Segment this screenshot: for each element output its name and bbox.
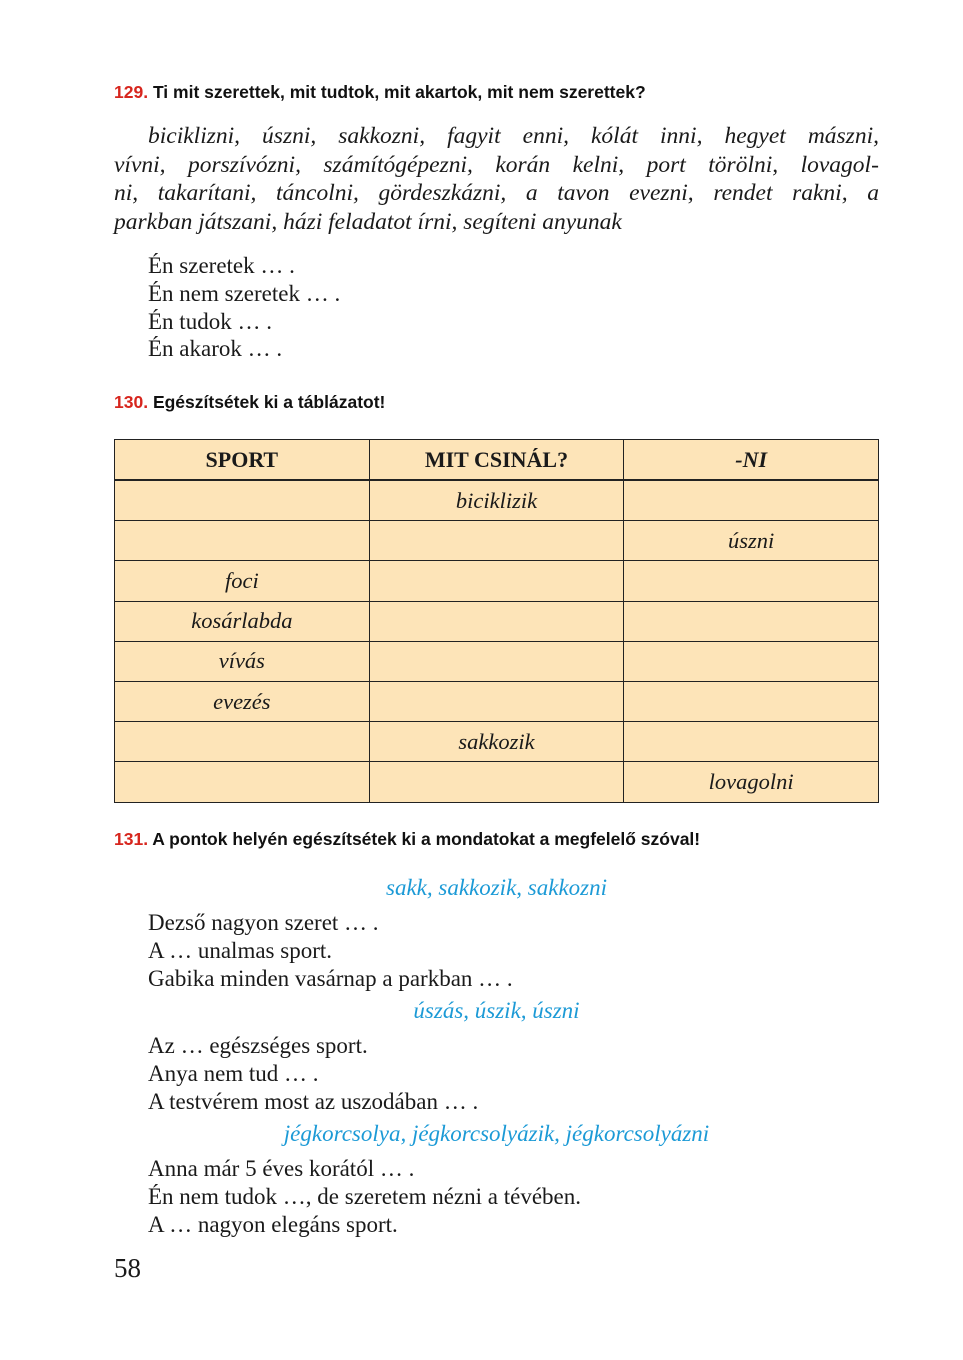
word: számítógépezni, [323, 151, 473, 178]
table-cell[interactable] [624, 641, 879, 681]
table-cell[interactable]: evezés [115, 681, 370, 721]
exercise-number: 129. [114, 82, 149, 102]
table-cell[interactable] [369, 681, 624, 721]
exercise-130-heading [114, 392, 385, 413]
table-cell[interactable] [115, 762, 370, 802]
word: törölni, [708, 151, 779, 178]
sentence: Gabika minden vasárnap a parkban … . [148, 965, 513, 991]
word-list [114, 122, 879, 236]
word: a [867, 180, 879, 206]
word-line [114, 179, 879, 208]
sentence: A testvérem most az uszodában … . [148, 1088, 479, 1114]
table-cell[interactable] [624, 681, 879, 721]
word-line [114, 122, 879, 151]
sentence: Az … egészséges sport. [148, 1033, 368, 1058]
word-line [114, 151, 879, 180]
table-cell[interactable] [369, 762, 624, 802]
table-cell[interactable]: sakkozik [369, 722, 624, 762]
table-row [115, 681, 879, 721]
exercise-number: 130. [114, 392, 149, 412]
word: lovagol- [800, 151, 879, 178]
word: sakkozni, [338, 123, 426, 149]
word: ni, [114, 180, 139, 206]
word: korán [495, 151, 551, 178]
sentence-list [148, 909, 513, 992]
table-cell[interactable]: úszni [624, 521, 879, 561]
sentence: Én nem szeretek … . [148, 280, 341, 306]
sentence: A … unalmas sport. [148, 937, 332, 963]
sentence-list [148, 1155, 581, 1238]
word: enni, [522, 123, 569, 149]
word: port [646, 151, 686, 178]
word: evezni, [629, 180, 694, 206]
word-choices: úszás, úszik, úszni [413, 998, 580, 1023]
table-cell[interactable]: foci [115, 561, 370, 601]
sentence: Anna már 5 éves korától … . [148, 1156, 415, 1181]
table-row [115, 521, 879, 561]
sports-table [114, 439, 879, 803]
word: biciklizni, [148, 123, 241, 149]
word: takarítani, [157, 180, 257, 206]
table-cell[interactable] [115, 521, 370, 561]
table-cell[interactable] [115, 480, 370, 521]
table-row [115, 762, 879, 802]
word: parkban játszani, házi feladatot írni, segíteni anyunak [114, 208, 622, 235]
column-header: -NI [624, 440, 879, 481]
word: hegyet [724, 123, 786, 149]
word: táncolni, [275, 180, 359, 206]
sentence: A … nagyon elegáns sport. [148, 1211, 398, 1237]
table-cell[interactable]: biciklizik [369, 480, 624, 521]
sentence: Dezső nagyon szeret … . [148, 910, 379, 935]
table-cell[interactable]: lovagolni [624, 762, 879, 802]
sentence: Én nem tudok …, de szeretem nézni a tévében. [148, 1183, 582, 1209]
table-cell[interactable] [115, 722, 370, 762]
table-cell[interactable] [624, 722, 879, 762]
word-choices: sakk, sakkozik, sakkozni [386, 875, 607, 900]
table-cell[interactable] [624, 561, 879, 601]
word: rendet [713, 180, 773, 206]
table-cell[interactable] [369, 601, 624, 641]
table-cell[interactable] [624, 601, 879, 641]
word: úszni, [262, 123, 317, 149]
word: inni, [660, 123, 703, 149]
table-cell[interactable]: kosárlabda [115, 601, 370, 641]
word-choices: jégkorcsolya, jégkorcsolyázik, jégkorcsolyázni [283, 1121, 710, 1146]
exercise-131-heading [114, 829, 700, 850]
table-cell[interactable] [369, 561, 624, 601]
word: gördeszkázni, [378, 180, 507, 206]
sentence-list [148, 252, 340, 363]
word: fagyit [447, 123, 501, 149]
page-number: 58 [114, 1253, 141, 1283]
word: tavon [557, 180, 610, 206]
word: kólát [591, 123, 638, 149]
word: rakni, [792, 180, 848, 206]
table-cell[interactable]: vívás [115, 641, 370, 681]
word: porszívózni, [188, 151, 301, 178]
exercise-instruction: A pontok helyén egészítsétek ki a mondatokat a megfelelő szóval! [152, 829, 701, 849]
sentence: Anya nem tud … . [148, 1060, 319, 1086]
table-row [115, 722, 879, 762]
table-row [115, 480, 879, 521]
exercise-number: 131. [114, 829, 149, 849]
word: a [525, 180, 538, 206]
exercise-129-heading [114, 82, 646, 103]
word: mászni, [807, 123, 879, 149]
word: kelni, [572, 151, 625, 178]
word-line [114, 208, 879, 237]
column-header: SPORT [115, 440, 370, 481]
sentence: Én szeretek … . [148, 253, 295, 278]
table-row [115, 601, 879, 641]
sentence-list [148, 1032, 478, 1115]
sentence: Én akarok … . [148, 336, 283, 362]
table-row [115, 561, 879, 601]
word: vívni, [114, 151, 166, 178]
table-cell[interactable] [369, 641, 624, 681]
table-cell[interactable] [624, 480, 879, 521]
exercise-instruction: Ti mit szerettek, mit tudtok, mit akartok, mit nem szerettek? [152, 82, 646, 102]
sentence: Én tudok … . [148, 308, 272, 334]
column-header: MIT CSINÁL? [369, 440, 624, 481]
table-header-row [115, 440, 879, 481]
table-row [115, 641, 879, 681]
table-cell[interactable] [369, 521, 624, 561]
exercise-instruction: Egészítsétek ki a táblázatot! [152, 392, 386, 412]
